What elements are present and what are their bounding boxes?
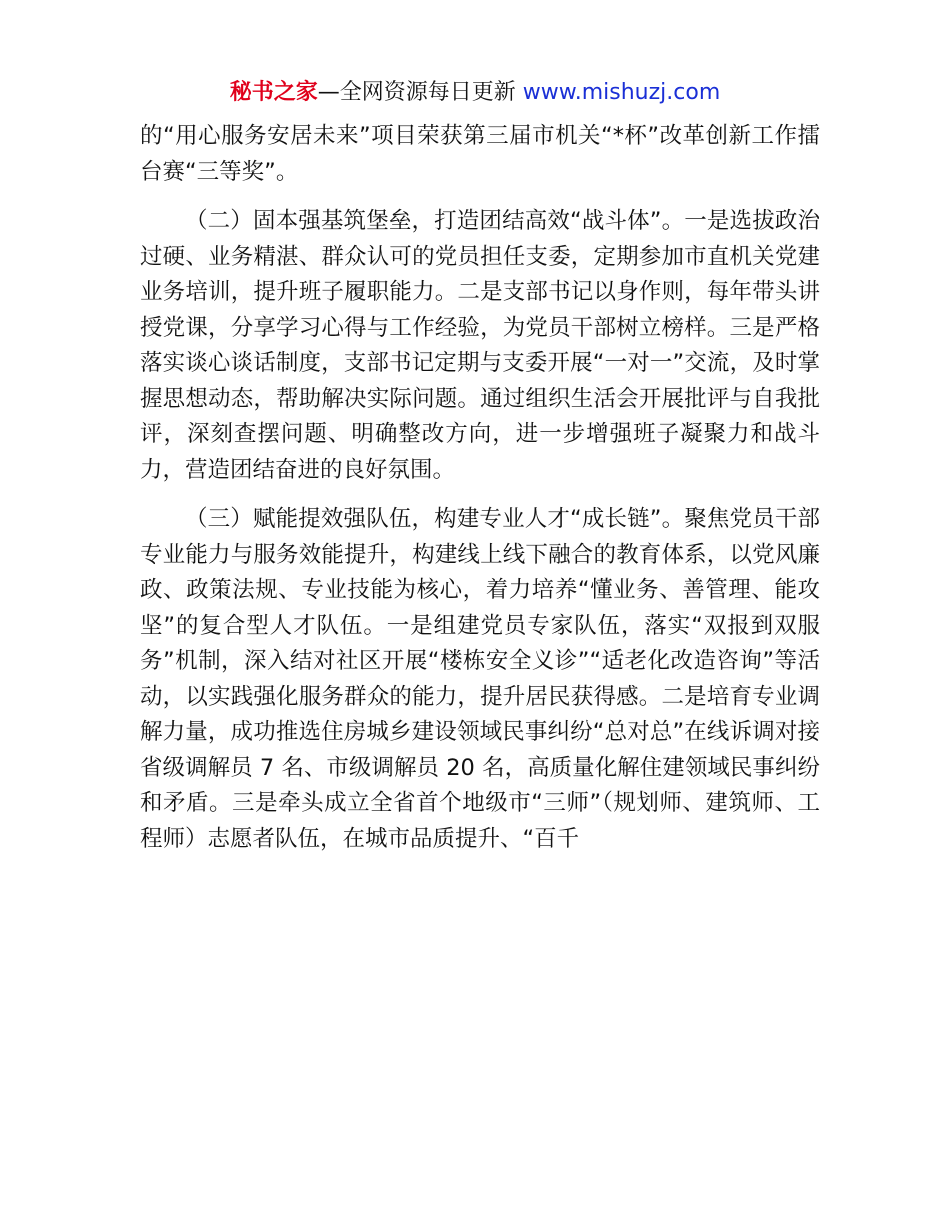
document-body — [140, 119, 820, 871]
site-brand: 秘书之家 — [229, 80, 318, 105]
paragraph-section-2: （二）固本强基筑堡垒，打造团结高效“战斗体”。一是选拔政治过硬、业务精湛、群众认可的党员担任支委，定期参加市直机关党建业务培训，提升班子履职能力。二是支部书记以身作则，每年带头讲授党课，分享学习心得与工作经验，为党员干部树立榜样。三是严格落实谈心谈话制度，支部书记定期与支委开展“一对一”交流，及时掌握思想动态，帮助解决实际问题。通过组织生活会开展批评与自我批评，深刻查摆问题、明确整改方向，进一步增强班子凝聚力和战斗力，营造团结奋进的良好氛围。 — [140, 208, 820, 483]
paragraph-section-3: （三）赋能提效强队伍，构建专业人才“成长链”。聚焦党员干部专业能力与服务效能提升，构建线上线下融合的教育体系，以党风廉政、政策法规、专业技能为核心，着力培养“懂业务、善管理、能攻坚”的复合型人才队伍。一是组建党员专家队伍，落实“双报到双服务”机制，深入结对社区开展“楼栋安全义诊”“适老化改造咨询”等活动，以实践强化服务群众的能力，提升居民获得感。二是培育专业调解力量，成功推选住房城乡建设领域民事纠纷“总对总”在线诉调对接省级调解员 7 名、市级调解员 20 名，高质量化解住建领域民事纠纷和矛盾。三是牵头成立全省首个地级市“三师”（规划师、建筑师、工程师）志愿者队伍，在城市品质提升、“百千 — [140, 506, 820, 852]
site-header — [0, 78, 950, 108]
site-tagline: —全网资源每日更新 — [317, 80, 523, 105]
site-url-link[interactable]: www.mishuzj.com — [522, 80, 721, 105]
paragraph-continuation: 的“用心服务安居未来”项目荣获第三届市机关“*杯”改革创新工作擂台赛“三等奖”。 — [140, 123, 820, 185]
